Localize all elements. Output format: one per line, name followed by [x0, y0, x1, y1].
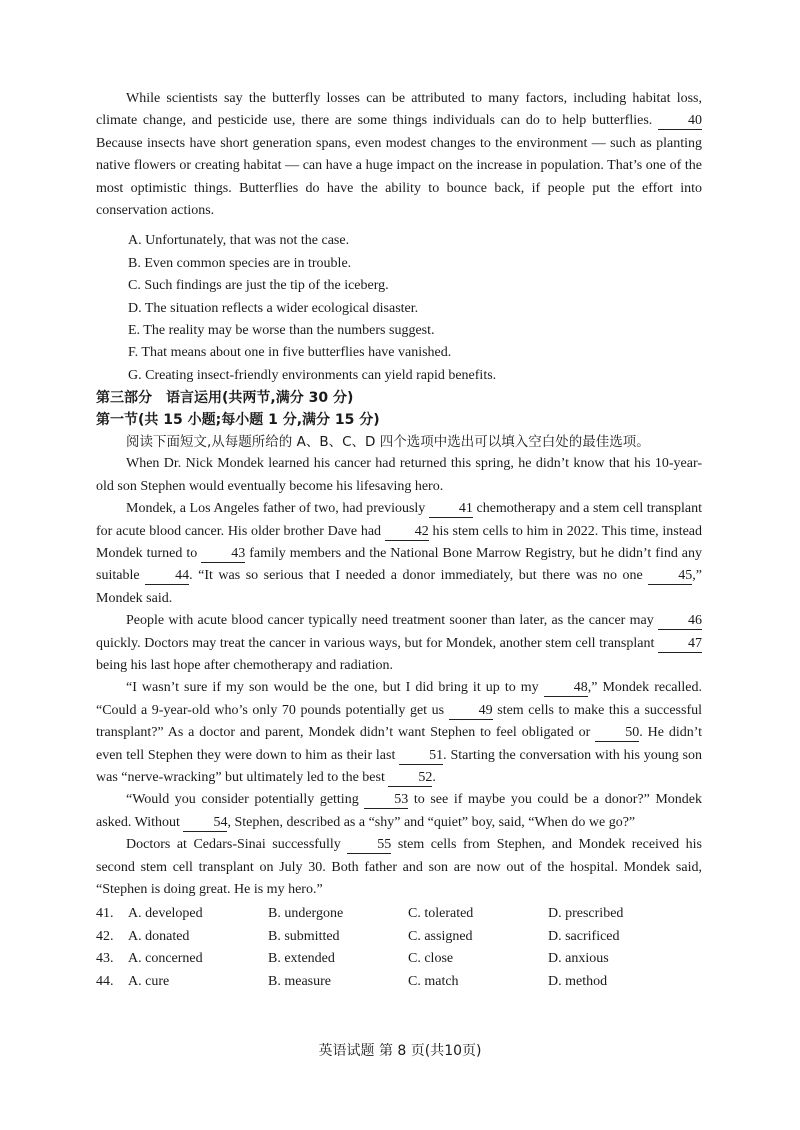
blank-40[interactable]: 40 — [658, 112, 702, 130]
question-list — [96, 903, 702, 993]
choice-d[interactable]: D. method — [548, 973, 608, 989]
question-number: 44. — [96, 973, 114, 989]
option-b: B. Even common species are in trouble. — [128, 255, 352, 271]
blank-55[interactable]: 55 — [347, 836, 391, 854]
choice-a[interactable]: A. cure — [128, 973, 170, 989]
cloze-paragraph-1: When Dr. Nick Mondek learned his cancer had returned this spring, he didn’t know that his 10-year-old son Stephen would eventually become his lifesaving hero. — [96, 456, 702, 494]
option-c: C. Such findings are just the tip of the iceberg. — [128, 278, 389, 294]
cloze-paragraph-5: “Would you consider potentially getting 53 to see if maybe you could be a donor?” Mondek asked. Without 54, Stephen, described as a “shy” and “quiet” boy, said, “When do we go?” — [96, 792, 703, 830]
choice-a[interactable]: A. developed — [128, 906, 203, 922]
cloze-paragraph-4: “I wasn’t sure if my son would be the one, but I did bring it up to my 48,” Mondek recalled. “Could a 9-year-old who’s only 70 pounds potentially get us 49 stem cells to make this a successful transplant?” As a doctor and parent, Mondek didn’t want Stephen to feel obligated or 50. He didn’t even tell Stephen they were down to him as their last 51. Starting the conversation with his young son was “nerve-wracking” but ultimately led to the best 52. — [96, 680, 703, 785]
instruction: 阅读下面短文,从每题所给的 A、B、C、D 四个选项中选出可以填入空白处的最佳选项。 — [126, 434, 650, 451]
cloze-paragraph-3: People with acute blood cancer typically need treatment sooner than later, as the cancer may 46 quickly. Doctors may treat the cancer in various ways, but for Mondek, another stem cell transplant 47 being his last hope after chemotherapy and radiation. — [96, 613, 703, 673]
option-f: F. That means about one in five butterflies have vanished. — [128, 345, 452, 361]
choice-c[interactable]: C. match — [408, 973, 459, 989]
blank-52[interactable]: 52 — [388, 769, 432, 787]
choice-a[interactable]: A. donated — [128, 928, 190, 944]
passage-paragraph: While scientists say the butterfly losses can be attributed to many factors, including habitat loss, climate change, and pesticide use, there are some things individuals can do to help butterflies. 40 Because insects have short generation spans, even modest changes to the environment — such as planting native flowers or creating habitat — can have a huge impact on the increase in population. That’s one of the most optimistic things. Butterflies do have the ability to bounce back, if people put the effort into conservation actions. — [96, 91, 702, 219]
choice-b[interactable]: B. measure — [268, 973, 331, 989]
question-number: 41. — [96, 906, 114, 922]
blank-46[interactable]: 46 — [658, 612, 702, 630]
choice-b[interactable]: B. extended — [268, 951, 335, 967]
section-title: 第三部分 语言运用(共两节,满分 30 分) — [96, 390, 354, 407]
cloze-paragraph-6: Doctors at Cedars-Sinai successfully 55 stem cells from Stephen, and Mondek received his second stem cell transplant on July 30. Both father and son are now out of the hospital. Mondek said, “Stephen is doing great. He is my hero.” — [96, 837, 703, 897]
question-number: 42. — [96, 928, 114, 944]
blank-48[interactable]: 48 — [544, 679, 588, 697]
choice-a[interactable]: A. concerned — [128, 951, 203, 967]
page-footer: 英语试题 第 8 页(共10页) — [318, 1043, 482, 1059]
option-g: G. Creating insect-friendly environments can yield rapid benefits. — [128, 367, 497, 383]
blank-43[interactable]: 43 — [201, 545, 245, 563]
options-list — [96, 230, 702, 387]
choice-b[interactable]: B. submitted — [268, 928, 340, 944]
question-42 — [96, 926, 702, 948]
blank-50[interactable]: 50 — [595, 724, 639, 742]
blank-41[interactable]: 41 — [429, 500, 473, 518]
choice-d[interactable]: D. sacrificed — [548, 928, 620, 944]
choice-c[interactable]: C. tolerated — [408, 906, 474, 922]
blank-53[interactable]: 53 — [364, 791, 408, 809]
option-e: E. The reality may be worse than the numbers suggest. — [128, 323, 435, 339]
choice-c[interactable]: C. assigned — [408, 928, 473, 944]
question-41 — [96, 903, 702, 925]
page-content — [96, 88, 702, 993]
blank-54[interactable]: 54 — [183, 814, 227, 832]
choice-b[interactable]: B. undergone — [268, 906, 344, 922]
subsection-title: 第一节(共 15 小题;每小题 1 分,满分 15 分) — [96, 412, 380, 429]
question-number: 43. — [96, 951, 114, 967]
question-43 — [96, 948, 702, 970]
option-d: D. The situation reflects a wider ecological disaster. — [128, 300, 419, 316]
blank-45[interactable]: 45 — [648, 567, 692, 585]
blank-47[interactable]: 47 — [658, 635, 702, 653]
choice-d[interactable]: D. anxious — [548, 951, 609, 967]
blank-49[interactable]: 49 — [449, 702, 493, 720]
choice-c[interactable]: C. close — [408, 951, 454, 967]
option-a: A. Unfortunately, that was not the case. — [128, 233, 350, 249]
choice-d[interactable]: D. prescribed — [548, 906, 624, 922]
blank-51[interactable]: 51 — [399, 747, 443, 765]
blank-44[interactable]: 44 — [145, 567, 189, 585]
question-44 — [96, 971, 702, 993]
cloze-paragraph-2: Mondek, a Los Angeles father of two, had previously 41 chemotherapy and a stem cell transplant for acute blood cancer. His older brother Dave had 42 his stem cells to him in 2022. This time, instead Mondek turned to 43 family members and the National Bone Marrow Registry, but he didn’t find any suitable 44. “It was so serious that I needed a donor immediately, but there was no one 45,” Mondek said. — [96, 501, 703, 606]
blank-42[interactable]: 42 — [385, 523, 429, 541]
